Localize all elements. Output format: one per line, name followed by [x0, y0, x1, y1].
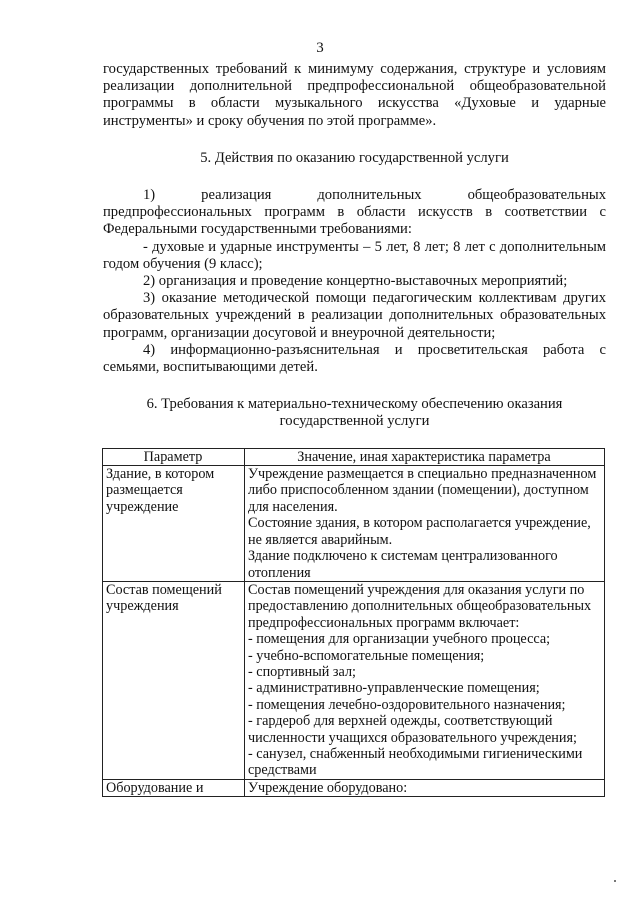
cell-line: Состав помещений учреждения для оказания услуги по предоставлению дополнительных общеобразовательных предпрофессиональных программ включает:: [248, 581, 592, 631]
document-body: [103, 61, 606, 797]
cell-line: - гардероб для верхней одежды, соответствующий численности учащихся образовательного учреждения;: [248, 713, 577, 746]
section-5-item-1: 1) реализация дополнительных общеобразовательных предпрофессиональных программ в области искусств в соответствии с Федеральными государственными требованиями:: [103, 187, 606, 238]
section-6-title: [103, 396, 606, 430]
scan-speck: [614, 880, 616, 882]
cell-line: Учреждение оборудовано:: [248, 779, 408, 796]
row-equipment-param: Оборудование и: [103, 779, 245, 796]
cell-line: - помещения лечебно-оздоровительного назначения;: [248, 696, 566, 713]
section-5-item-3: 3) оказание методической помощи педагогическим коллективам других образовательных учреждений в реализации дополнительных образовательных программ, организации досуговой и внеурочной деятельности;: [103, 290, 606, 341]
table-row: [103, 779, 605, 796]
row-rooms-value: [245, 581, 605, 779]
requirements-table: [102, 448, 605, 798]
cell-line: Здание подключено к системам централизованного отопления: [248, 548, 558, 581]
section-6-title-line-1: 6. Требования к материально-техническому обеспечению оказания: [146, 396, 563, 413]
cell-line: - учебно-вспомогательные помещения;: [248, 647, 485, 664]
header-value: Значение, иная характеристика параметра: [245, 448, 605, 465]
row-equipment-value: [245, 779, 605, 796]
header-parameter: Параметр: [103, 448, 245, 465]
table-row: [103, 581, 605, 779]
page-number: 3: [316, 40, 324, 56]
section-5-title: 5. Действия по оказанию государственной услуги: [200, 149, 509, 166]
row-rooms-param: Состав помещений учреждения: [103, 581, 245, 779]
row-building-value: [245, 466, 605, 582]
table-header-row: [103, 448, 605, 465]
intro-paragraph: государственных требований к минимуму содержания, структуре и условиям реализации дополнительной предпрофессиональной общеобразовательной программы в области музыкального искусства «Духовые и ударные инструменты» и сроку обучения по этой программе».: [103, 61, 606, 129]
section-5-item-1-sub: - духовые и ударные инструменты – 5 лет, 8 лет; 8 лет с дополнительным годом обучения (9 класс);: [103, 238, 606, 272]
cell-line: - административно-управленческие помещения;: [248, 680, 540, 697]
row-building-param: Здание, в котором размещается учреждение: [103, 466, 245, 582]
section-5-item-4: 4) информационно-разъяснительная и просветительская работа с семьями, воспитывающими детей.: [103, 341, 606, 376]
cell-line: - спортивный зал;: [248, 663, 356, 680]
cell-line: Учреждение размещается в специально предназначенном либо приспособленном здании (помещении), доступном для населения.: [248, 466, 597, 515]
section-5-item-2: 2) организация и проведение концертно-выставочных мероприятий;: [143, 273, 568, 290]
table-row: [103, 466, 605, 582]
cell-line: Состояние здания, в котором располагается учреждение, не является аварийным.: [248, 515, 591, 548]
section-6-title-line-2: государственной услуги: [279, 413, 430, 430]
cell-line: - санузел, снабженный необходимыми гигиеническими средствами: [248, 745, 583, 779]
cell-line: - помещения для организации учебного процесса;: [248, 631, 551, 648]
